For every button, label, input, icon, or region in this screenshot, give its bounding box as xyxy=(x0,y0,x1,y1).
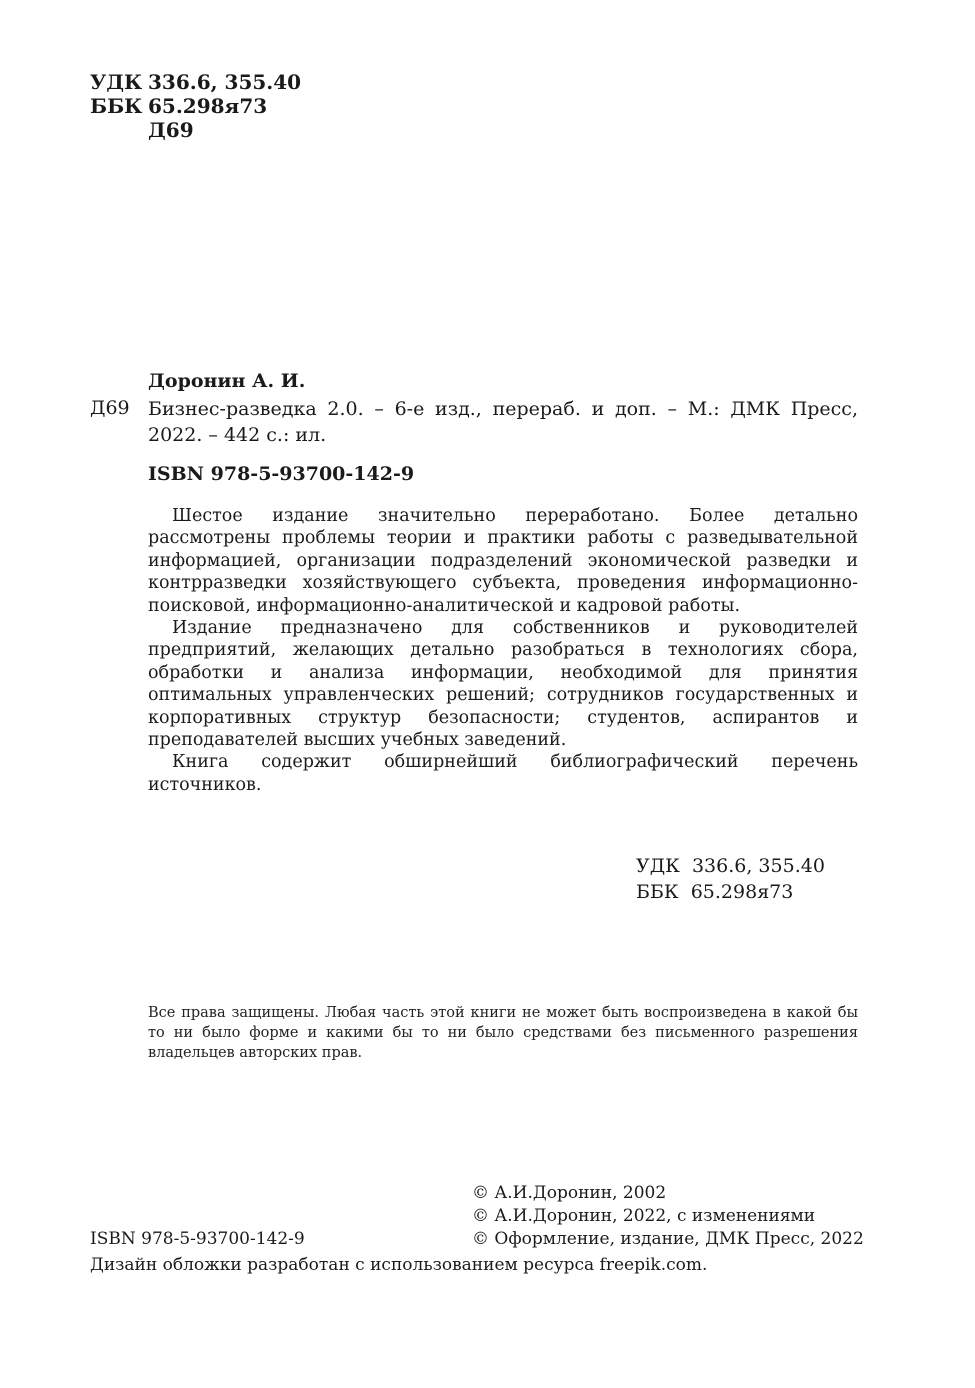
udk-row xyxy=(90,70,301,94)
udk-value: 336.6, 355.40 xyxy=(148,70,302,94)
annotation xyxy=(148,505,858,796)
annotation-paragraph: Издание предназначено для собственников и руководителей предприятий, желающих детально разобраться в технологиях сбора, обработки и анализа информации, необходимой для принятия оптимальных управленческих решений; сотрудников государственных и корпоративных структур безопасности; студентов, аспирантов и преподавателей высших учебных заведений. xyxy=(148,618,858,751)
rights-notice: Все права защищены. Любая часть этой книги не может быть воспроизведена в какой бы то ни было форме и какими бы то ни было средствами без письменного разрешения владельцев авторских прав. xyxy=(148,1005,858,1061)
record-description: Бизнес-разведка 2.0. – 6-е изд., перераб. и доп. – М.: ДМК Пресс, 2022. – 442 с.: ил. xyxy=(148,398,858,446)
author-mark-row xyxy=(90,118,301,142)
author-mark: Д69 xyxy=(148,118,194,142)
bbk-row xyxy=(90,94,301,118)
author-name: Доронин А. И. xyxy=(148,370,306,392)
classification-block xyxy=(90,70,301,142)
cover-design-note: Дизайн обложки разработан с использованием ресурса freepik.com. xyxy=(90,1255,708,1275)
udk-label: УДК xyxy=(90,70,143,94)
bottom-isbn: ISBN 978-5-93700-142-9 xyxy=(90,1229,305,1249)
annotation-paragraph: Книга содержит обширнейший библиографический перечень источников. xyxy=(148,752,858,795)
record-code: Д69 xyxy=(90,397,130,419)
right-classification xyxy=(636,853,825,905)
right-udk: УДК 336.6, 355.40 xyxy=(636,855,825,877)
copyright-line: © Оформление, издание, ДМК Пресс, 2022 xyxy=(472,1229,864,1249)
copyright-block xyxy=(472,1182,864,1251)
copyright-line: © А.И.Доронин, 2002 xyxy=(472,1183,667,1203)
annotation-paragraph: Шестое издание значительно переработано. Более детально рассмотрены проблемы теории и практики работы с разведывательной информацией, организации подразделений экономической разведки и контрразведки хозяйствующего субъекта, проведения информационно-поисковой, информационно-аналитической и кадровой работы. xyxy=(148,506,858,616)
record-isbn: ISBN 978-5-93700-142-9 xyxy=(148,463,415,485)
right-bbk: ББК 65.298я73 xyxy=(636,881,794,903)
bbk-label: ББК xyxy=(90,94,143,118)
bbk-value: 65.298я73 xyxy=(148,94,268,118)
copyright-line: © А.И.Доронин, 2022, с изменениями xyxy=(472,1206,816,1226)
